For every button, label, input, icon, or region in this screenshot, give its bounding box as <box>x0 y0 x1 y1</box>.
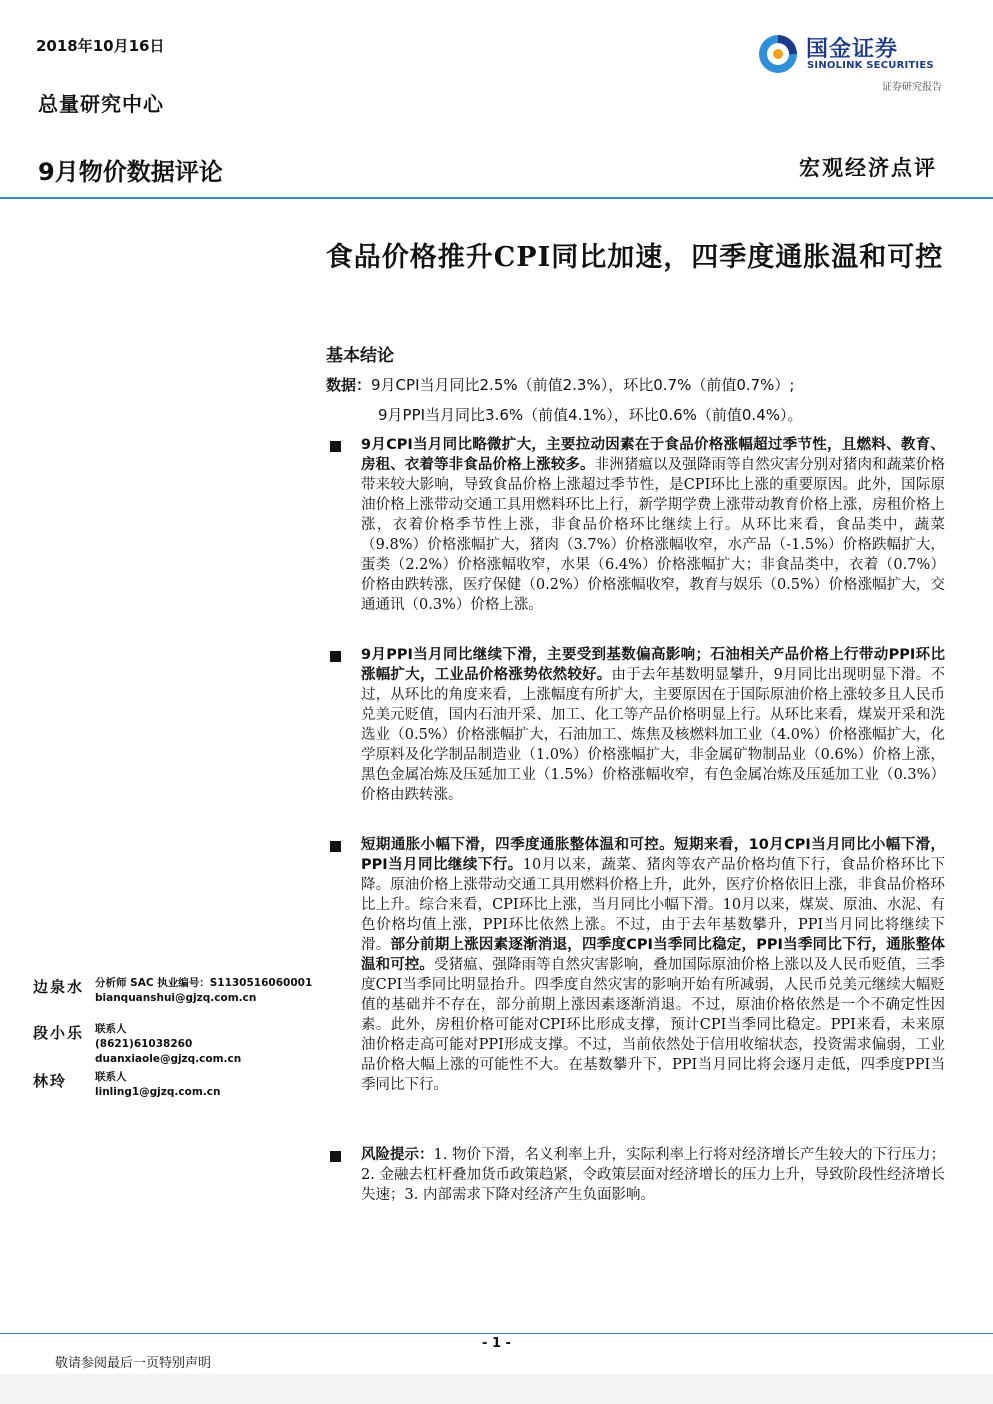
bullet-lead-2: 部分前期上涨因素逐渐消退，四季度CPI当季同比稳定，PPI当季同比下行，通胀整体温和可控。 <box>361 937 946 973</box>
square-bullet-icon <box>330 1151 341 1162</box>
bullet-ppi <box>330 645 945 805</box>
bullet-text <box>361 835 945 1095</box>
sinolink-logo-icon <box>756 32 800 76</box>
page-number: - 1 - <box>482 1336 511 1351</box>
analyst-name: 段小乐 <box>33 1024 85 1042</box>
main-title: 食品价格推升CPI同比加速，四季度通胀温和可控 <box>325 242 944 273</box>
analyst-card <box>33 976 318 1006</box>
data-summary-text1: 9月CPI当月同比2.5%（前值2.3%），环比0.7%（前值0.7%）; <box>371 376 795 394</box>
bullet-text <box>361 435 945 615</box>
bullet-risk <box>330 1145 945 1205</box>
report-date: 2018年10月16日 <box>36 37 165 55</box>
analyst-card <box>33 1022 318 1067</box>
bullet-outlook <box>330 835 945 1095</box>
conclusion-heading: 基本结论 <box>326 346 394 366</box>
data-summary-line2: 9月PPI当月同比3.6%（前值4.1%），环比0.6%（前值0.4%）。 <box>378 406 803 424</box>
department-name: 总量研究中心 <box>38 92 164 116</box>
analyst-email[interactable]: duanxiaole@gjzq.com.cn <box>95 1053 242 1065</box>
bullet-text <box>361 645 945 805</box>
analyst-role: 联系人 <box>95 1071 127 1083</box>
footer-divider <box>0 1333 993 1334</box>
square-bullet-icon <box>330 441 341 452</box>
analyst-info <box>95 1022 318 1067</box>
bullet-lead: 9月CPI当月同比略微扩大，主要拉动因素在于食品价格涨幅超过季节性，且燃料、教育、房租、衣着等非食品价格上涨较多。 <box>361 437 945 473</box>
analyst-role: 分析师 SAC 执业编号：S1130516060001 <box>95 977 313 989</box>
bullet-text <box>361 1145 945 1205</box>
footer-disclaimer: 敬请参阅最后一页特别声明 <box>55 1356 212 1371</box>
bullet-lead: 风险提示： <box>361 1147 434 1163</box>
logo-name-cn: 国金证券 <box>806 37 899 62</box>
bullet-cpi <box>330 435 945 615</box>
logo-subtitle: 证券研究报告 <box>882 82 942 93</box>
analyst-info <box>95 1070 318 1100</box>
analyst-phone: (8621)61038260 <box>95 1038 193 1050</box>
bullet-body: 非洲猪瘟以及强降雨等自然灾害分别对猪肉和蔬菜价格带来较大影响，导致食品价格上涨超过季节性，是CPI环比上涨的重要原因。此外，国际原油价格上涨带动交通工具用燃料环比上行，新学期学费上涨带动教育价格上涨，房租价格上涨，衣着价格季节性上涨，非食品价格环比继续上行。从环比来看，食品类中，蔬菜（9.8%）价格涨幅扩大，猪肉（3.7%）价格涨幅收窄，水产品（-1.5%）价格跌幅扩大，蛋类（2.2%）价格涨幅收窄，水果（6.4%）价格涨幅扩大；非食品类中，衣着（0.7%）价格由跌转涨，医疗保健（0.2%）价格涨幅收窄，教育与娱乐（0.5%）价格涨幅扩大，交通通讯（0.3%）价格上涨。 <box>361 457 945 613</box>
bullet-body: 10月以来，蔬菜、猪肉等农产品价格均值下行，食品价格环比下降。原油价格上涨带动交通工具用燃料价格上升，此外，医疗价格依旧上涨，非食品价格环比上升。综合来看，CPI环比上涨，当月同比小幅下滑。10月以来，煤炭、原油、水泥、有色价格均值上涨，PPI环比依然上涨。不过，由于去年基数攀升，PPI当月同比将继续下滑。 <box>361 857 945 953</box>
square-bullet-icon <box>330 841 341 852</box>
bullet-lead: 短期通胀小幅下滑，四季度通胀整体温和可控。短期来看，10月CPI当月同比小幅下滑，PPI当月同比继续下行。 <box>361 837 945 873</box>
bullet-body: 由于去年基数明显攀升，9月同比出现明显下滑。不过，从环比的角度来看，上涨幅度有所扩大，主要原因在于国际原油价格上涨较多且人民币兑美元贬值，国内石油开采、加工、化工等产品价格明显上行。从环比来看，煤炭开采和洗选业（0.5%）价格涨幅扩大，石油加工、炼焦及核燃料加工业（4.0%）价格涨幅扩大，化学原料及化学制品制造业（1.0%）价格涨幅扩大，非金属矿物制品业（0.6%）价格上涨，黑色金属冶炼及压延加工业（1.5%）价格涨幅收窄，有色金属冶炼及压延加工业（0.3%）价格由跌转涨。 <box>361 667 945 803</box>
analyst-info <box>95 976 318 1006</box>
analyst-card <box>33 1070 318 1100</box>
report-type: 宏观经济点评 <box>799 155 937 180</box>
header-divider <box>0 197 993 199</box>
data-summary-label: 数据： <box>326 376 372 394</box>
bullet-lead: 9月PPI当月同比继续下滑，主要受到基数偏高影响；石油相关产品价格上行带动PPI环比涨幅扩大，工业品价格涨势依然较好。 <box>361 647 945 683</box>
logo-name-en: SINOLINK SECURITIES <box>807 60 934 71</box>
analyst-name: 边泉水 <box>33 978 85 996</box>
analyst-email[interactable]: bianquanshui@gjzq.com.cn <box>95 992 257 1004</box>
footer-band <box>0 1374 993 1404</box>
analyst-email[interactable]: linling1@gjzq.com.cn <box>95 1086 221 1098</box>
report-title: 9月物价数据评论 <box>38 158 223 186</box>
bullet-body: 1. 物价下滑，名义利率上升，实际利率上行将对经济增长产生较大的下行压力；2. 金融去杠杆叠加货币政策趋紧，令政策层面对经济增长的压力上升，导致阶段性经济增长失速；3. 内部需求下降对经济产生负面影响。 <box>361 1147 945 1203</box>
company-logo <box>756 30 946 92</box>
analyst-role: 联系人 <box>95 1023 127 1035</box>
square-bullet-icon <box>330 651 341 662</box>
data-summary-line1 <box>326 374 795 395</box>
bullet-body-2: 受猪瘟、强降雨等自然灾害影响，叠加国际原油价格上涨以及人民币贬值，三季度CPI当季同比明显抬升。四季度自然灾害的影响开始有所减弱，人民币兑美元继续大幅贬值的基础并不存在，部分前期上涨因素逐渐消退。不过，原油价格依然是一个不确定性因素。此外，房租价格可能对CPI环比形成支撑，预计CPI当季同比稳定。PPI来看，未来原油价格走高可能对PPI形成支撑。不过，当前依然处于信用收缩状态，投资需求偏弱，工业品价格大幅上涨的可能性不大。在基数攀升下，PPI当月同比将会逐月走低，四季度PPI当季同比下行。 <box>361 957 945 1093</box>
analyst-name: 林玲 <box>33 1072 68 1090</box>
